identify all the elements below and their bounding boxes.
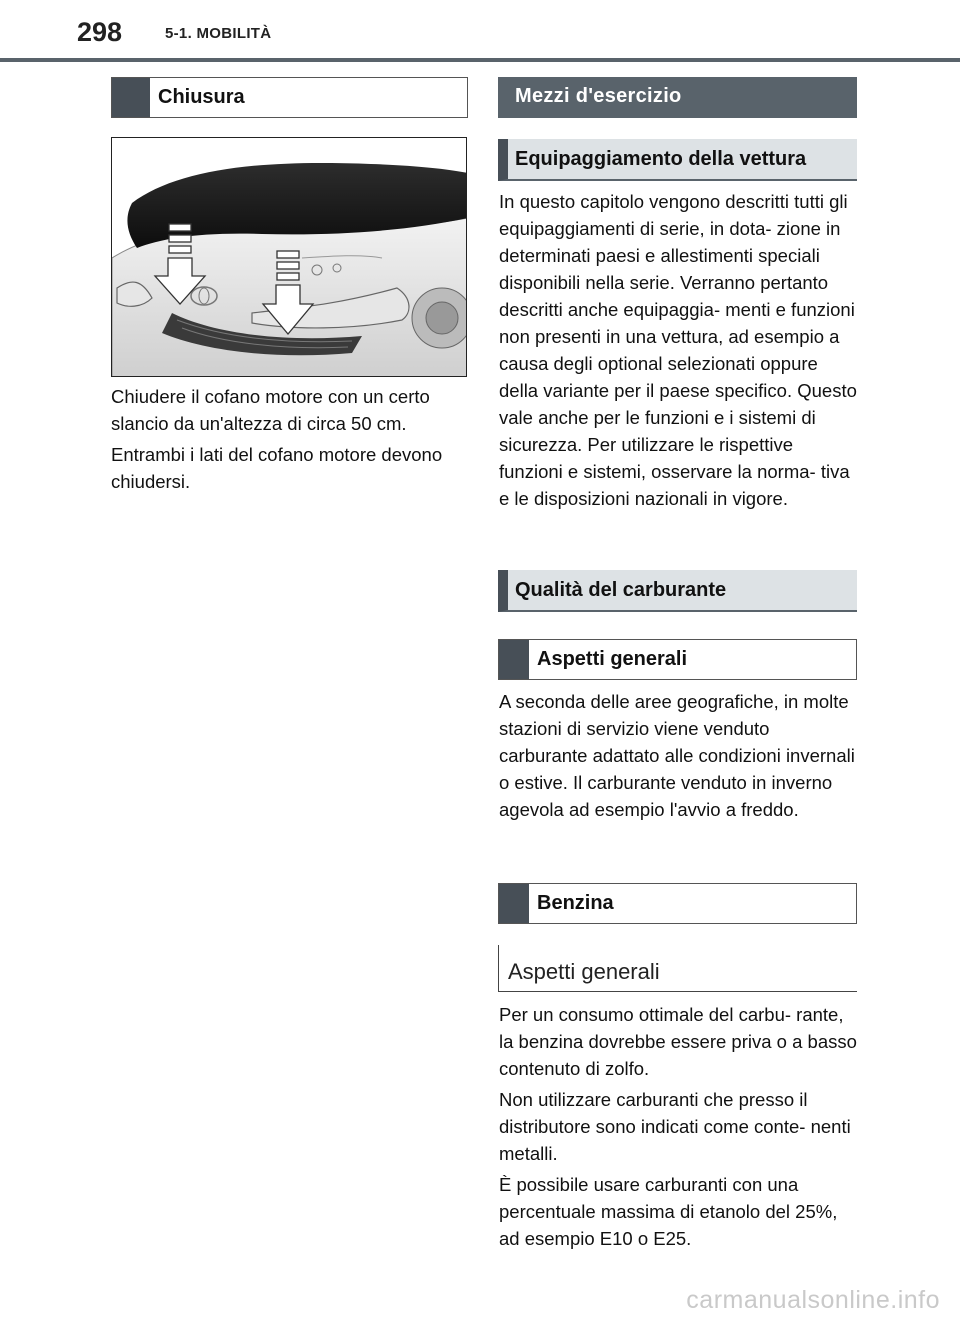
fuel-quality-title: Qualità del carburante	[515, 579, 727, 601]
page-number: 298	[77, 17, 123, 47]
petrol-heading	[498, 883, 857, 924]
equipment-heading	[498, 139, 857, 181]
page-header	[0, 0, 960, 64]
petrol-subheading-title: Aspetti generali	[508, 959, 660, 984]
equipment-title: Equipaggiamento della vettura	[515, 148, 807, 170]
general-aspects-paragraph: A seconda delle aree geografiche, in molte stazioni di servizio viene venduto carburante adattato alle condizioni invernali o estive. Il carburante venduto in inverno agevola ad esempio l'avvio a freddo.	[499, 691, 855, 820]
header-rule	[0, 58, 960, 62]
petrol-paragraph-3: È possibile usare carburanti con una percentuale massima di etanolo del 25%, ad esempio E10 o E25.	[499, 1174, 838, 1249]
chapter-section-heading	[498, 77, 857, 118]
closing-paragraph-1: Chiudere il cofano motore con un certo slancio da un'altezza di circa 50 cm.	[111, 386, 430, 434]
heading-bar	[112, 78, 150, 117]
closing-paragraph-2: Entrambi i lati del cofano motore devono chiudersi.	[111, 444, 443, 492]
section-heading-chiusura	[111, 77, 468, 118]
petrol-paragraph-2: Non utilizzare carburanti che presso il distributore sono indicati come conte- nenti metalli.	[499, 1089, 851, 1164]
heading-bar	[499, 640, 529, 679]
main-section-title: Mezzi d'esercizio	[515, 85, 682, 107]
car-hood-closing-illustration-icon	[112, 138, 467, 377]
heading-bar	[499, 884, 529, 923]
chapter-title: 5-1. MOBILITÀ	[165, 25, 272, 42]
petrol-paragraph-1: Per un consumo ottimale del carbu- rante, la benzina dovrebbe essere priva o a basso contenuto di zolfo.	[499, 1004, 857, 1079]
general-aspects-heading	[498, 639, 857, 680]
section-title: Chiusura	[158, 86, 245, 108]
site-watermark: carmanualsonline.info	[686, 1286, 940, 1314]
equipment-paragraph: In questo capitolo vengono descritti tutti gli equipaggiamenti di serie, in dota- zione in determinati paesi e allestimenti speciali disponibili nella serie. Verranno pertanto descritti anche equipaggia- menti e funzioni non presenti in una vettura, ad esempio a causa degli optional selezionati oppure della variante per il paese specifico. Questo vale anche per le funzioni e i sistemi di sicurezza. Per utilizzare le rispettive funzioni e sistemi, osservare la norma- tiva e le disposizioni nazionali in vigore.	[499, 191, 857, 509]
petrol-title: Benzina	[537, 892, 614, 914]
fuel-quality-heading	[498, 570, 857, 612]
general-aspects-title: Aspetti generali	[537, 648, 688, 670]
petrol-subheading	[498, 945, 857, 992]
hood-closing-figure	[111, 137, 467, 377]
